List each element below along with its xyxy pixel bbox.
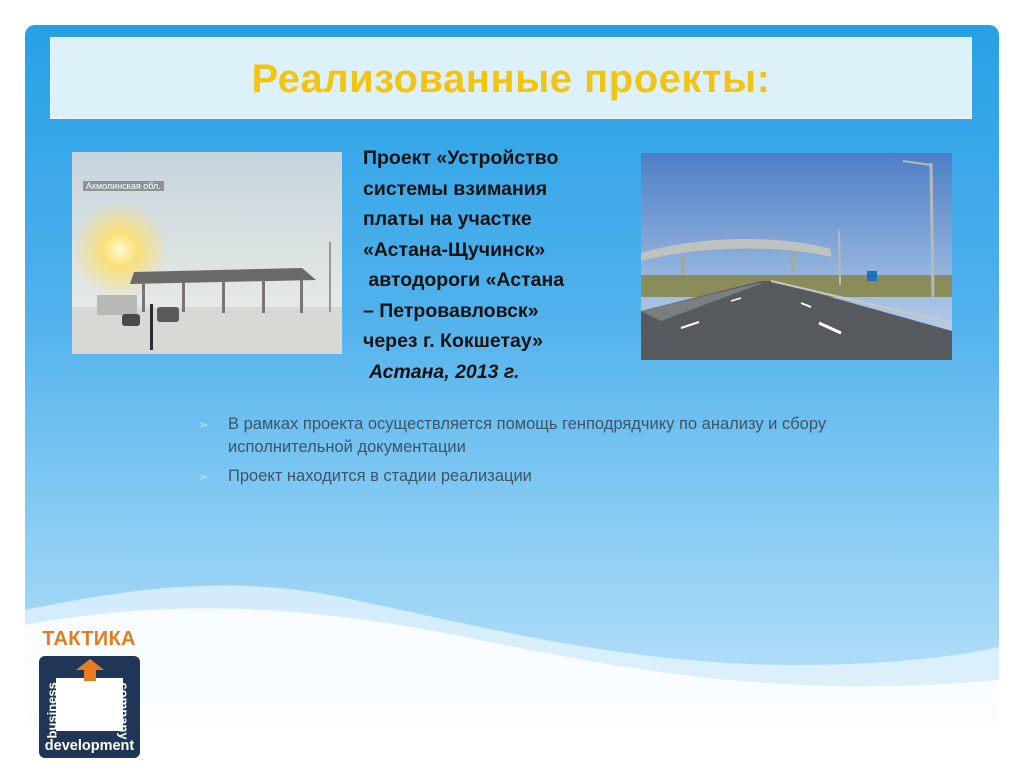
project-line: платы на участке xyxy=(363,208,532,230)
up-arrow-icon xyxy=(76,659,104,681)
company-logo xyxy=(37,628,141,758)
photo-caption: Акмолинская обл. xyxy=(83,181,164,191)
logo-word-company: company xyxy=(116,682,132,740)
logo-word-business: business xyxy=(44,682,60,739)
logo-inner-square xyxy=(56,678,123,731)
bullet-list xyxy=(197,413,917,494)
bullet-item xyxy=(197,413,917,459)
project-line: системы взимания xyxy=(363,177,548,200)
project-line: Проект «Устройство xyxy=(363,147,559,169)
project-line: автодороги «Астана xyxy=(363,269,565,291)
project-line: «Астана-Щучинск» xyxy=(363,238,546,261)
project-place-date: Астана, 2013 г. xyxy=(369,360,520,383)
project-line: через г. Кокшетау» xyxy=(363,330,544,352)
slide-title: Реализованные проекты: xyxy=(251,57,771,101)
logo-word-development: development xyxy=(44,738,135,754)
project-line: – Петровавловск» xyxy=(363,299,539,322)
slide xyxy=(25,25,999,727)
toll-plaza-photo xyxy=(72,152,342,354)
logo-name: ТАКТИКА xyxy=(42,628,136,650)
arrow-bullet-icon: ➢ xyxy=(198,417,209,432)
highway-photo xyxy=(641,153,952,360)
project-description xyxy=(363,143,613,387)
bullet-text: Проект находится в стадии реализации xyxy=(228,467,532,485)
bullet-item xyxy=(197,465,917,488)
arrow-bullet-icon: ➢ xyxy=(198,469,209,484)
logo-box xyxy=(39,656,140,758)
title-bar xyxy=(50,37,972,119)
bullet-text: В рамках проекта осуществляется помощь генподрядчику по анализу и сбору исполнительной документации xyxy=(228,415,827,456)
